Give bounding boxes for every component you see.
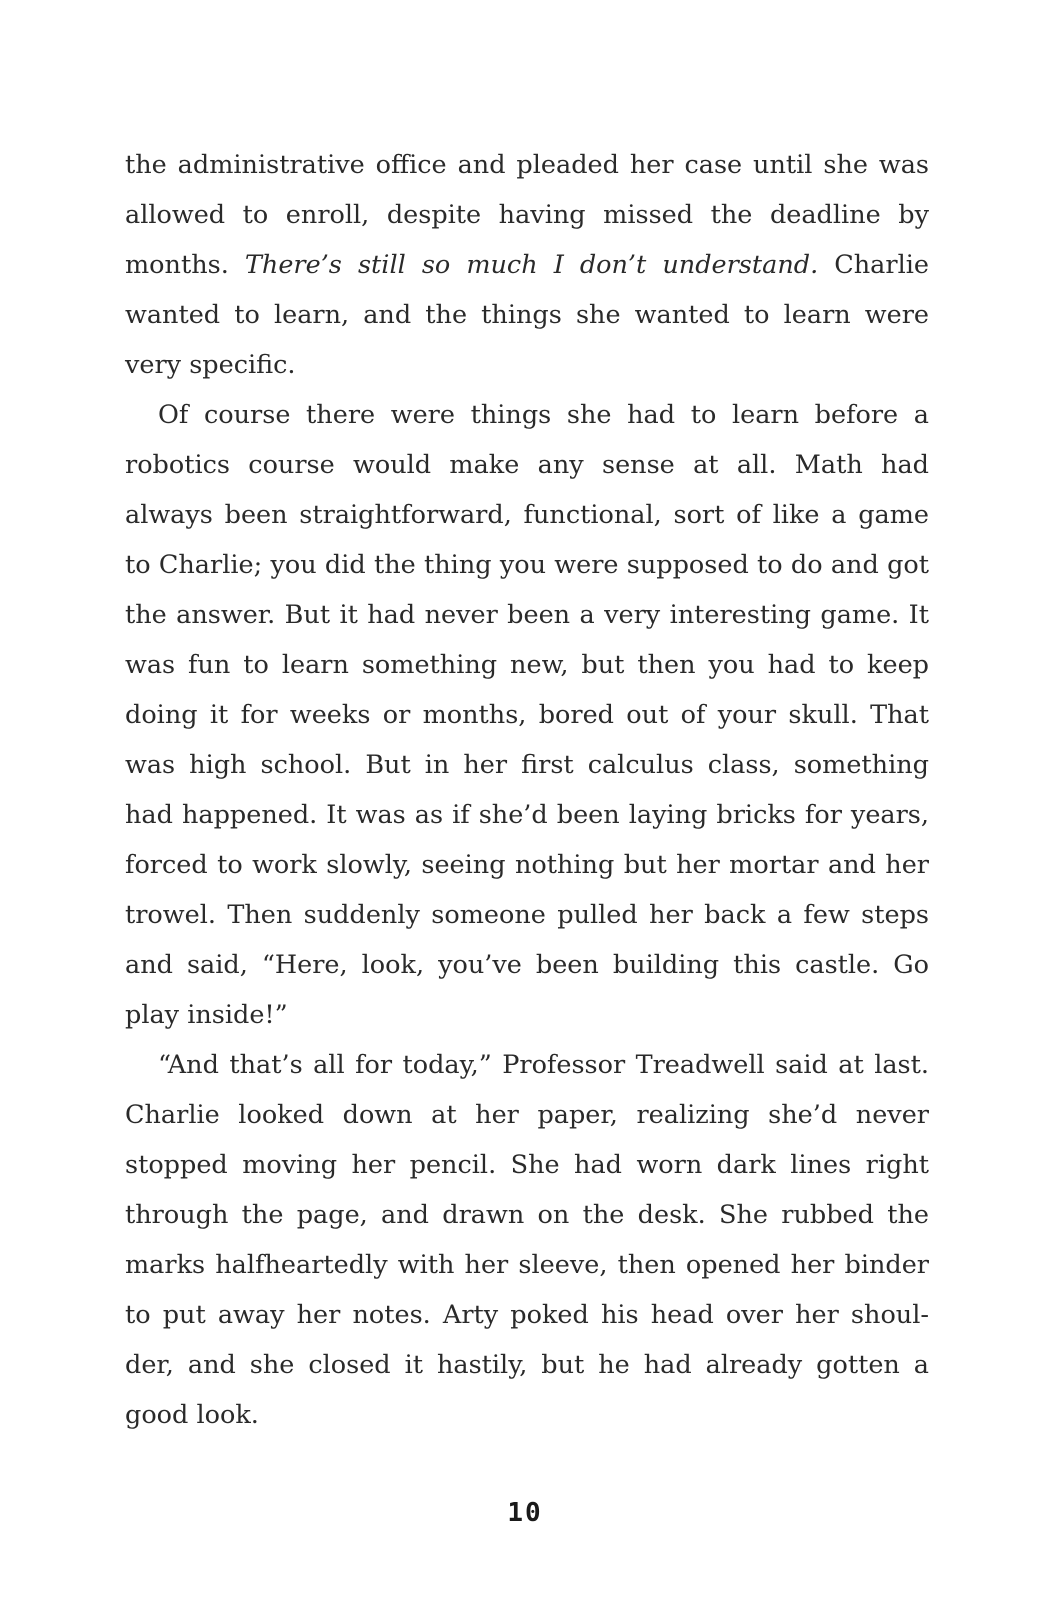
body-text xyxy=(125,140,929,1440)
paragraph-2-text: Of course there were things she had to learn before a robotics course would make any sense at all. Math had always been straightforward, functional, sort of like a game to Charlie; you did the thing you were supposed to do and got the answer. But it had never been a very interesting game. It was fun to learn something new, but then you had to keep doing it for weeks or months, bored out of your skull. That was high school. But in her first calculus class, something had happened. It was as if she’d been laying bricks for years, forced to work slowly, seeing nothing but her mortar and her trowel. Then suddenly someone pulled her back a few steps and said, “Here, look, you’ve been building this castle. Go play inside!” xyxy=(125,400,929,1030)
paragraph-math xyxy=(125,390,929,1040)
paragraph-class-ends xyxy=(125,1040,929,1440)
paragraph-3-text: “And that’s all for today,” Professor Treadwell said at last. Charlie looked down at her paper, realizing she’d never stopped moving her pencil. She had worn dark lines right through the page, and drawn on the desk. She rubbed the marks halfheartedly with her sleeve, then opened her binder to put away her notes. Arty poked his head over her shoul-der, and she closed it hastily, but he had already gotten a good look. xyxy=(125,1050,929,1430)
page-number: 10 xyxy=(507,1498,543,1528)
paragraph-1-text-b: Charlie wanted to learn, and the things she wanted to learn were very specific. xyxy=(125,250,929,380)
paragraph-1-text-a: the administrative office and pleaded her case until she was allowed to enroll, despite having missed the deadline by months. xyxy=(125,150,929,280)
paragraph-continued xyxy=(125,140,929,390)
paragraph-1-italic-thought: There’s still so much I don’t understand. xyxy=(244,250,819,280)
